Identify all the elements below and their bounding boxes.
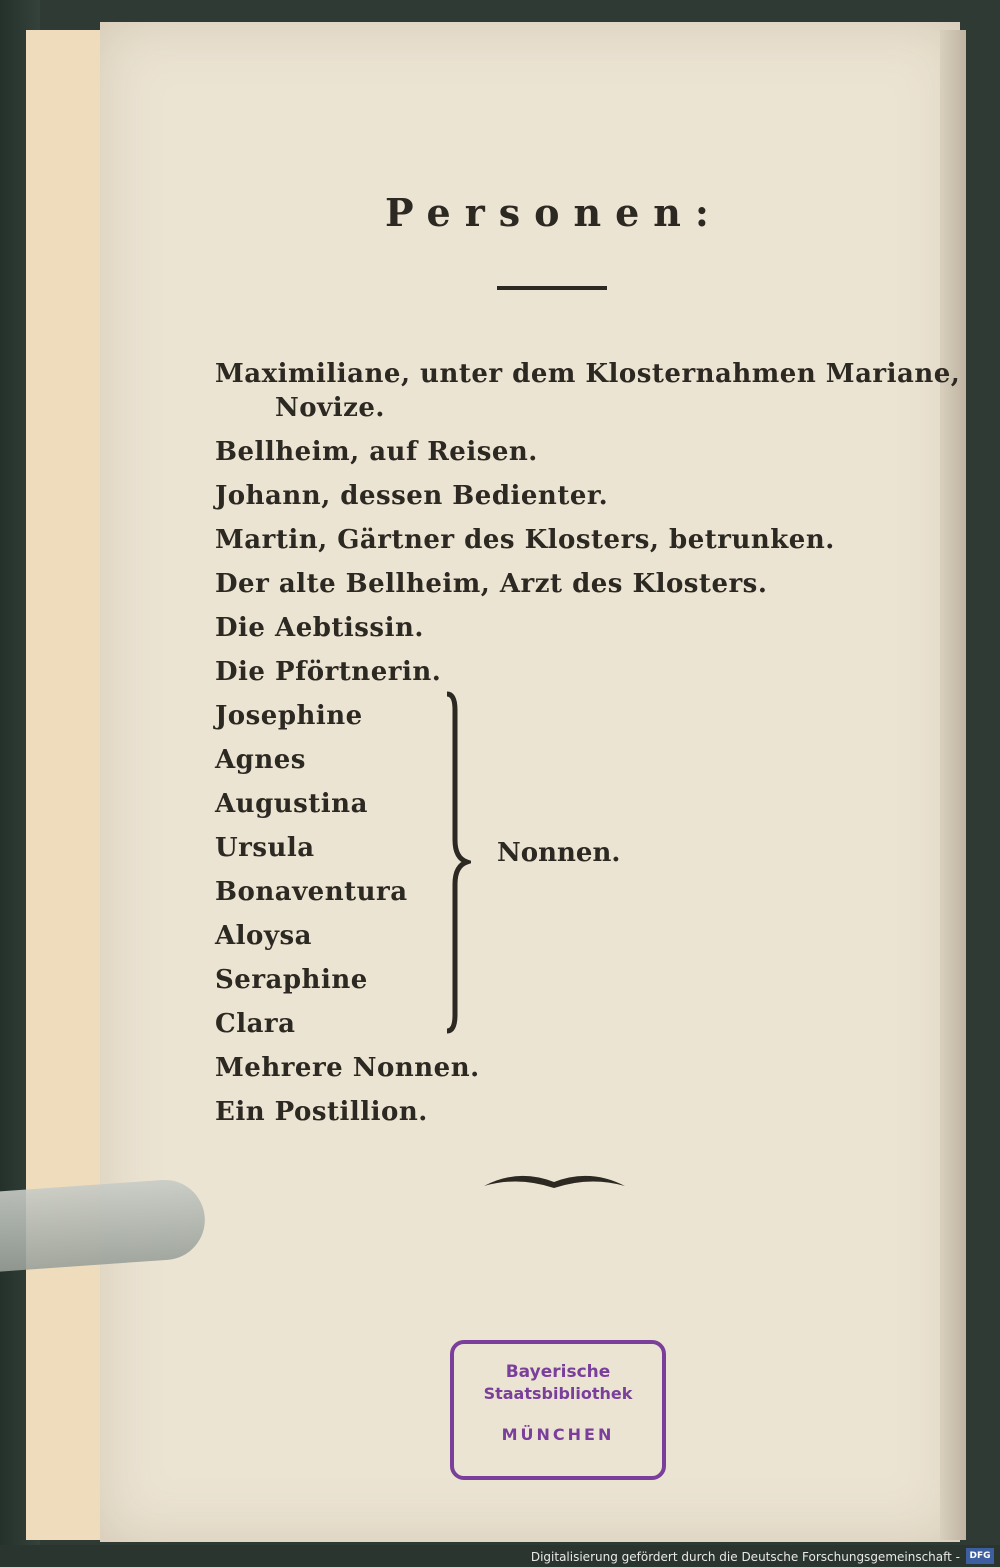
person-entry: Der alte Bellheim, Arzt des Klosters. [215,569,768,599]
nuns-group-label: Nonnen. [497,838,621,868]
person-entry: Josephine [215,701,363,731]
person-entry: Die Aebtissin. [215,613,424,643]
character-list [215,352,960,1134]
page-title: Personen: [385,190,723,235]
person-entry: Maximiliane, unter dem Klosternahmen Mariane, [215,359,961,389]
stamp-line-3: MÜNCHEN [501,1425,615,1444]
brace [443,690,471,1035]
person-entry: Bellheim, auf Reisen. [215,437,538,467]
library-stamp [450,1340,666,1480]
footer-credit: Digitalisierung gefördert durch die Deutsche Forschungsgemeinschaft - [530,1550,960,1564]
person-entry: Agnes [215,745,306,775]
ornament-divider [482,1166,627,1192]
person-entry: Seraphine [215,965,368,995]
footer-bar [0,1545,1000,1567]
person-entry: Mehrere Nonnen. [215,1053,480,1083]
stamp-line-2: Staatsbibliothek [483,1384,633,1403]
person-entry: Aloysa [215,921,312,951]
dfg-logo: DFG [966,1548,994,1564]
stamp-line-1: Bayerische [505,1362,611,1382]
person-entry: Bonaventura [215,877,408,907]
person-entry: Martin, Gärtner des Klosters, betrunken. [215,525,835,555]
person-entry: Augustina [215,789,368,819]
person-entry: Ursula [215,833,315,863]
person-entry: Johann, dessen Bedienter. [215,481,609,511]
person-entry: Die Pförtnerin. [215,657,442,687]
person-entry: Ein Postillion. [215,1097,428,1127]
person-entry: Novize. [275,393,385,423]
title-rule [497,286,607,290]
person-entry: Clara [215,1009,296,1039]
